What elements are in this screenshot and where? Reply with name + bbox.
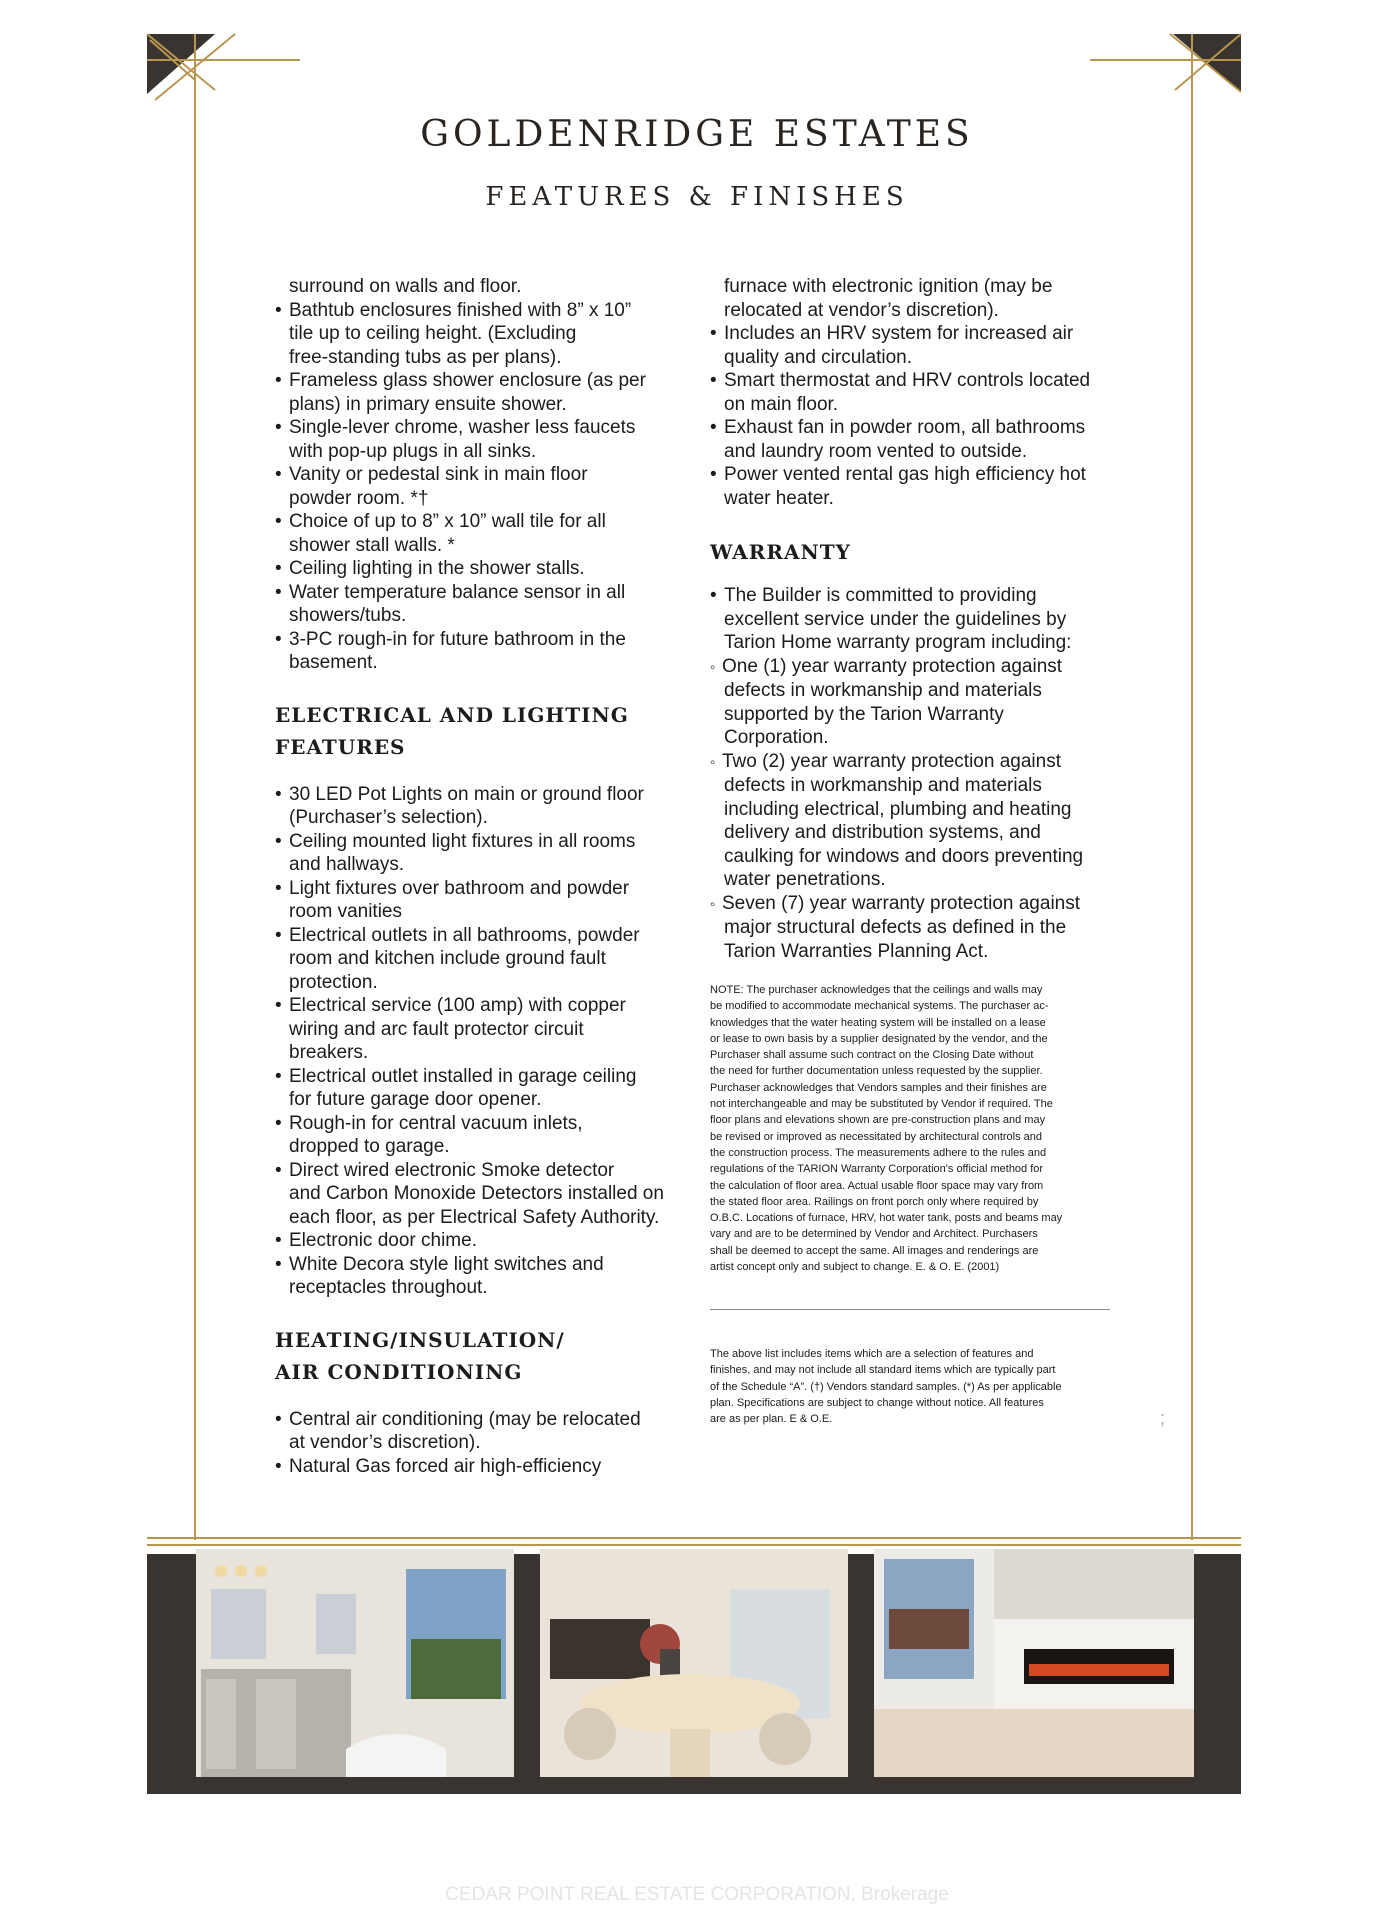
legal-note: [710, 982, 1115, 1275]
list-item: • Central air conditioning (may be relocated: [275, 1408, 685, 1432]
bathroom-list: [275, 275, 685, 675]
electrical-heading: [275, 699, 685, 763]
list-item-continuation: and hallways.: [289, 854, 405, 875]
left-column: [275, 275, 685, 1478]
text-line: of the Schedule “A”. (†) Vendors standard samples. (*) As per applicable: [710, 1380, 1062, 1393]
list-item-continuation: on main floor.: [724, 393, 839, 415]
list-item: • Choice of up to 8” x 10” wall tile for all: [275, 510, 685, 534]
list-item-continuation: room vanities: [289, 901, 402, 922]
heading-line: ELECTRICAL AND LIGHTING: [275, 702, 629, 727]
list-item-continuation: tile up to ceiling height. (Excluding: [289, 323, 577, 344]
text-line: NOTE: The purchaser acknowledges that the ceilings and walls may: [710, 984, 1043, 996]
text-line: The above list includes items which are a selection of features and: [710, 1348, 1034, 1360]
list-item: • 3-PC rough-in for future bathroom in the: [275, 628, 685, 652]
list-item-continuation: for future garage door opener.: [289, 1089, 542, 1110]
list-item-continuation: relocated at vendor’s discretion).: [724, 299, 999, 321]
text-line: the construction process. The measurements adhere to the rules and: [710, 1146, 1047, 1159]
page-title: GOLDENRIDGE ESTATES: [420, 114, 974, 155]
list-item-continuation: shower stall walls. *: [289, 534, 455, 556]
list-item-continuation: defects in workmanship and materials: [724, 680, 1042, 701]
text-line: the calculation of floor area. Actual usable floor space may vary from: [710, 1179, 1044, 1192]
list-item: • Power vented rental gas high efficiency hot: [710, 463, 1120, 487]
heading-line: HEATING/INSULATION/: [275, 1327, 565, 1352]
list-item: • Electronic door chime.: [275, 1229, 685, 1253]
scan-mark: ;: [1160, 1408, 1166, 1428]
text-line: be modified to accommodate mechanical systems. The purchaser ac-: [710, 1000, 1049, 1013]
list-item: • Exhaust fan in powder room, all bathrooms: [710, 416, 1120, 440]
list-item-continuation: at vendor’s discretion).: [289, 1432, 481, 1453]
list-item: • Light fixtures over bathroom and powder: [275, 877, 685, 901]
fireplace-photo: [874, 1549, 1194, 1777]
list-item-continuation: Corporation.: [724, 727, 829, 748]
footnote: [710, 1346, 1115, 1427]
list-item-continuation: protection.: [289, 971, 378, 993]
list-item-continuation: including electrical, plumbing and heating: [724, 798, 1072, 820]
list-item: • Smart thermostat and HRV controls located: [710, 369, 1120, 393]
list-item-continuation: water penetrations.: [724, 869, 886, 890]
text-line: finishes, and may not include all standard items which are typically part: [710, 1364, 1056, 1377]
list-item-continuation: Tarion Home warranty program including:: [724, 632, 1072, 653]
page-subtitle: FEATURES & FINISHES: [485, 182, 909, 212]
text-line: O.B.C. Locations of furnace, HRV, hot water tank, posts and beams may: [710, 1212, 1063, 1225]
list-item: • Rough-in for central vacuum inlets,: [275, 1112, 685, 1136]
list-item: ◦ Two (2) year warranty protection against: [710, 750, 1120, 775]
list-item-continuation: Tarion Warranties Planning Act.: [724, 940, 989, 962]
text-line: plan. Specifications are subject to change without notice. All features: [710, 1396, 1044, 1409]
list-item: • Vanity or pedestal sink in main floor: [275, 463, 685, 487]
list-item-continuation: surround on walls and floor.: [289, 276, 522, 297]
list-item-continuation: and laundry room vented to outside.: [724, 440, 1028, 462]
list-item: • Ceiling mounted light fixtures in all rooms: [275, 830, 685, 854]
text-line: are as per plan. E & O.E.: [710, 1413, 833, 1426]
heading-line: AIR CONDITIONING: [275, 1359, 523, 1384]
list-item-continuation: (Purchaser’s selection).: [289, 807, 488, 828]
list-item-continuation: with pop-up plugs in all sinks.: [289, 440, 537, 462]
footer-watermark: CEDAR POINT REAL ESTATE CORPORATION, Brokerage: [445, 1884, 949, 1905]
text-line: or lease to own basis by a supplier designated by the vendor, and the: [710, 1032, 1048, 1045]
list-item-continuation: powder room. *†: [289, 487, 429, 509]
text-line: not interchangeable and may be substituted by Vendor if required. The: [710, 1098, 1053, 1111]
heading-line: FEATURES: [275, 734, 406, 759]
text-line: be revised or improved as necessitated by architectural controls and: [710, 1130, 1043, 1143]
list-item-continuation: basement.: [289, 652, 378, 673]
list-item: ◦ One (1) year warranty protection against: [710, 655, 1120, 680]
warranty-list: [710, 584, 1120, 963]
list-item: • Single-lever chrome, washer less faucets: [275, 416, 685, 440]
text-line: Purchaser shall assume such contract on the Closing Date without: [710, 1049, 1034, 1062]
text-line: the stated floor area. Railings on front porch only where required by: [710, 1195, 1039, 1208]
divider: [710, 1309, 1110, 1310]
electrical-list: [275, 783, 685, 1300]
dining-photo: [540, 1549, 848, 1777]
list-item: • 30 LED Pot Lights on main or ground floor: [275, 783, 685, 807]
list-item-continuation: room and kitchen include ground fault: [289, 948, 606, 969]
list-item: • Electrical outlet installed in garage ceiling: [275, 1065, 685, 1089]
list-item: • Includes an HRV system for increased air: [710, 322, 1120, 346]
list-item-continuation: plans) in primary ensuite shower.: [289, 393, 567, 415]
list-item: • Electrical service (100 amp) with copper: [275, 994, 685, 1018]
list-item-continuation: receptacles throughout.: [289, 1277, 488, 1298]
text-line: regulations of the TARION Warranty Corporation's official method for: [710, 1163, 1044, 1176]
text-line: vary and are to be determined by Vendor and Architect. Purchasers: [710, 1228, 1038, 1241]
list-item: • Ceiling lighting in the shower stalls.: [275, 557, 685, 581]
list-item: • Water temperature balance sensor in all: [275, 581, 685, 605]
list-item-continuation: each floor, as per Electrical Safety Authority.: [289, 1206, 660, 1228]
list-item-continuation: defects in workmanship and materials: [724, 775, 1042, 796]
heating-list: [275, 1408, 685, 1479]
list-item-continuation: breakers.: [289, 1042, 369, 1063]
list-item-continuation: dropped to garage.: [289, 1136, 450, 1157]
list-item: • Natural Gas forced air high-efficiency: [275, 1455, 685, 1479]
list-item-continuation: caulking for windows and doors preventing: [724, 845, 1084, 867]
list-item: • Direct wired electronic Smoke detector: [275, 1159, 685, 1183]
text-line: knowledges that the water heating system will be installed on a lease: [710, 1016, 1046, 1029]
heating-heading: [275, 1324, 685, 1388]
heating-continued-list: [710, 275, 1120, 510]
list-item-continuation: furnace with electronic ignition (may be: [724, 276, 1053, 297]
list-item-continuation: quality and circulation.: [724, 346, 912, 368]
text-line: Purchaser acknowledges that Vendors samples and their finishes are: [710, 1081, 1047, 1094]
list-item: • Frameless glass shower enclosure (as per: [275, 369, 685, 393]
list-item: • Bathtub enclosures finished with 8” x 10”: [275, 299, 685, 323]
list-item-continuation: delivery and distribution systems, and: [724, 822, 1041, 843]
list-item-continuation: wiring and arc fault protector circuit: [289, 1018, 584, 1040]
warranty-heading: WARRANTY: [710, 540, 851, 564]
list-item-continuation: free-standing tubs as per plans).: [289, 346, 562, 368]
list-item: ◦ Seven (7) year warranty protection against: [710, 892, 1120, 917]
list-item: • The Builder is committed to providing: [710, 584, 1120, 608]
text-line: floor plans and elevations shown are pre-construction plans and may: [710, 1114, 1046, 1127]
list-item-continuation: supported by the Tarion Warranty: [724, 703, 1004, 725]
bathroom-photo: [196, 1549, 514, 1777]
list-item-continuation: showers/tubs.: [289, 605, 407, 626]
list-item: • Electrical outlets in all bathrooms, powder: [275, 924, 685, 948]
list-item-continuation: and Carbon Monoxide Detectors installed on: [289, 1183, 664, 1204]
list-item-continuation: major structural defects as defined in the: [724, 917, 1067, 938]
list-item-continuation: water heater.: [724, 487, 834, 509]
text-line: artist concept only and subject to change. E. & O. E. (2001): [710, 1261, 1000, 1274]
text-line: the need for further documentation unless requested by the supplier.: [710, 1065, 1043, 1078]
list-item-continuation: excellent service under the guidelines by: [724, 608, 1067, 630]
right-column: [710, 275, 1120, 963]
list-item: • White Decora style light switches and: [275, 1253, 685, 1277]
text-line: shall be deemed to accept the same. All images and renderings are: [710, 1244, 1039, 1257]
